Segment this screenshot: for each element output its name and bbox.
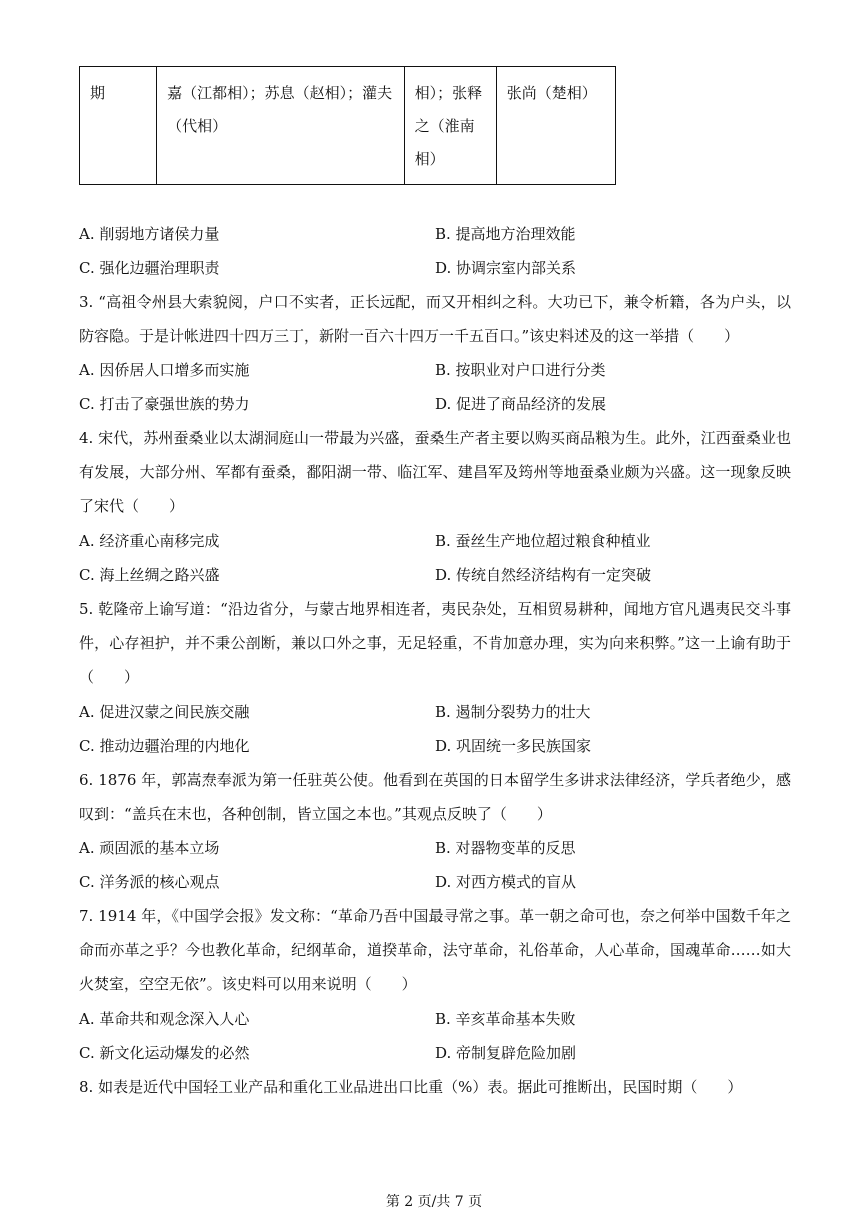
officials-table (79, 66, 616, 185)
q5-option-c[interactable]: C. 推动边疆治理的内地化 (79, 737, 250, 755)
table-cell-period: 期 (80, 67, 157, 185)
q4-option-b[interactable]: B. 蚕丝生产地位超过粮食种植业 (435, 532, 651, 550)
q6-option-d[interactable]: D. 对西方模式的盲从 (435, 873, 577, 891)
q2-option-d[interactable]: D. 协调宗室内部关系 (435, 259, 577, 277)
q6-stem: 6. 1876 年，郭嵩焘奉派为第一任驻英公使。他看到在英国的日本留学生多讲求法律经济，学兵者绝少，感叹到：“盖兵在末也，各种创制，皆立国之本也。”其观点反映了（ ） (79, 771, 791, 823)
q3-option-b[interactable]: B. 按职业对户口进行分类 (435, 361, 606, 379)
q5-option-b[interactable]: B. 遏制分裂势力的壮大 (435, 703, 591, 721)
q7-stem: 7. 1914 年，《中国学会报》发文称：“革命乃吾中国最寻常之事。革一朝之命可也，奈之何举中国数千年之命而亦革之乎？今也教化革命，纪纲革命，道揆革命，法守革命，礼俗革命，人心革命，国魂革命……如大火焚室，空空无依”。该史料可以用来说明（ ） (79, 907, 791, 993)
table-row (80, 67, 616, 185)
table-cell-officials-3: 张尚（楚相） (496, 67, 615, 185)
q2-option-b[interactable]: B. 提高地方治理效能 (435, 225, 576, 243)
table-cell-officials-2: 相）；张释之（淮南相） (404, 67, 496, 185)
q2-option-c[interactable]: C. 强化边疆治理职责 (79, 259, 220, 277)
table-cell-officials-1: 嘉（江都相）；苏息（赵相）；灌夫（代相） (157, 67, 404, 185)
q6-option-c[interactable]: C. 洋务派的核心观点 (79, 873, 220, 891)
q4-stem: 4. 宋代，苏州蚕桑业以太湖洞庭山一带最为兴盛，蚕桑生产者主要以购买商品粮为生。此外，江西蚕桑业也有发展，大部分州、军都有蚕桑，鄱阳湖一带、临江军、建昌军及筠州等地蚕桑业颇为兴盛。这一现象反映了宋代（ ） (79, 429, 791, 515)
page-number: 第 2 页/共 7 页 (385, 1194, 483, 1210)
q8-stem: 8. 如表是近代中国轻工业产品和重化工业品进出口比重（%）表。据此可推断出，民国时期（ ） (79, 1078, 743, 1096)
q4-option-d[interactable]: D. 传统自然经济结构有一定突破 (435, 566, 652, 584)
q5-option-d[interactable]: D. 巩固统一多民族国家 (435, 737, 592, 755)
q5-stem: 5. 乾隆帝上谕写道：“沿边省分，与蒙古地界相连者，夷民杂处，互相贸易耕种，闻地方官凡遇夷民交斗事件，心存袒护，并不秉公剖断，兼以口外之事，无足轻重，不肯加意办理，实为向来积弊。”这一上谕有助于（ ） (79, 600, 791, 686)
q6-option-a[interactable]: A. 顽固派的基本立场 (79, 839, 220, 857)
q4-option-a[interactable]: A. 经济重心南移完成 (79, 532, 220, 550)
q3-option-d[interactable]: D. 促进了商品经济的发展 (435, 395, 607, 413)
q3-stem: 3. “高祖令州县大索貌阅，户口不实者，正长远配，而又开相纠之科。大功已下，兼令析籍，各为户头，以防容隐。于是计帐进四十四万三丁，新附一百六十四万一千五百口。”该史料述及的这一举措（ ） (79, 293, 791, 345)
q6-option-b[interactable]: B. 对器物变革的反思 (435, 839, 576, 857)
q3-option-a[interactable]: A. 因侨居人口增多而实施 (79, 361, 250, 379)
q7-option-b[interactable]: B. 辛亥革命基本失败 (435, 1010, 576, 1028)
q2-option-a[interactable]: A. 削弱地方诸侯力量 (79, 225, 220, 243)
q7-option-a[interactable]: A. 革命共和观念深入人心 (79, 1010, 250, 1028)
q7-option-c[interactable]: C. 新文化运动爆发的必然 (79, 1044, 250, 1062)
q7-option-d[interactable]: D. 帝制复辟危险加剧 (435, 1044, 577, 1062)
q3-option-c[interactable]: C. 打击了豪强世族的势力 (79, 395, 250, 413)
q4-option-c[interactable]: C. 海上丝绸之路兴盛 (79, 566, 220, 584)
q5-option-a[interactable]: A. 促进汉蒙之间民族交融 (79, 703, 250, 721)
